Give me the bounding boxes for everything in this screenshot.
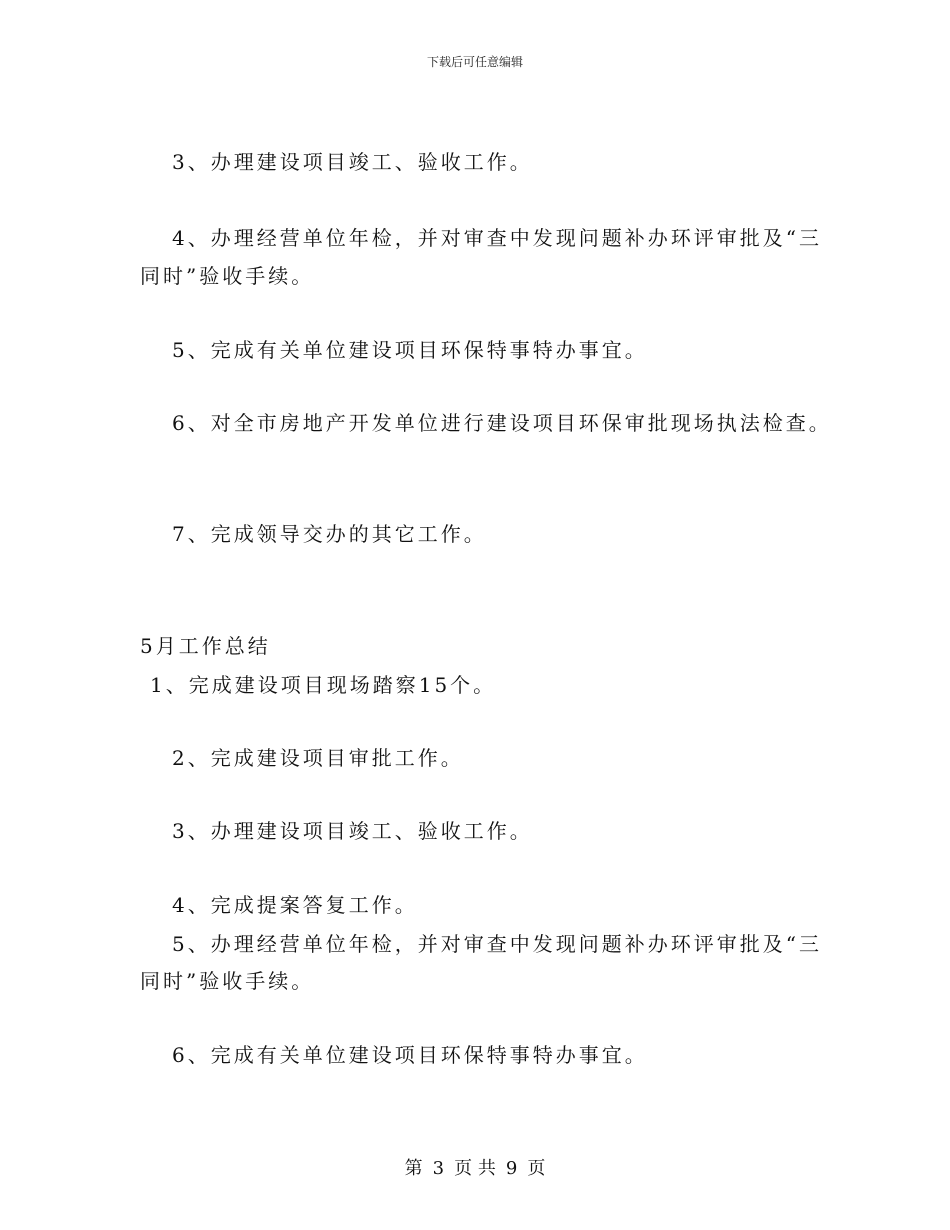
paragraph-line: 4、办理经营单位年检，并对审查中发现问题补办环评审批及“三 [172,226,822,250]
paragraph-line: 5、办理经营单位年检，并对审查中发现问题补办环评审批及“三 [172,932,822,956]
paragraph-line: 3、办理建设项目竣工、验收工作。 [172,819,533,843]
footer-middle: 页 共 [454,1158,496,1179]
paragraph-line: 5、完成有关单位建设项目环保特事特办事宜。 [172,338,648,362]
paragraph-line: 1、完成建设项目现场踏察15个。 [150,673,497,697]
paragraph-line: 同时”验收手续。 [140,969,315,993]
footer-suffix: 页 [527,1158,546,1179]
page-header: 下载后可任意编辑 [426,55,523,69]
paragraph-line: 2、完成建设项目审批工作。 [172,746,464,770]
paragraph-line: 同时”验收手续。 [140,264,315,288]
page-number: 3 [432,1158,445,1179]
paragraph-line: 6、对全市房地产开发单位进行建设项目环保审批现场执法检查。 [172,411,832,435]
paragraph-line: 3、办理建设项目竣工、验收工作。 [172,150,533,174]
footer-prefix: 第 [404,1158,423,1179]
page-footer [0,1154,950,1180]
paragraph-line: 7、完成领导交办的其它工作。 [172,522,487,546]
section-heading: 5月工作总结 [140,634,271,658]
paragraph-line: 6、完成有关单位建设项目环保特事特办事宜。 [172,1043,648,1067]
total-pages: 9 [505,1158,518,1179]
paragraph-line: 4、完成提案答复工作。 [172,893,418,917]
